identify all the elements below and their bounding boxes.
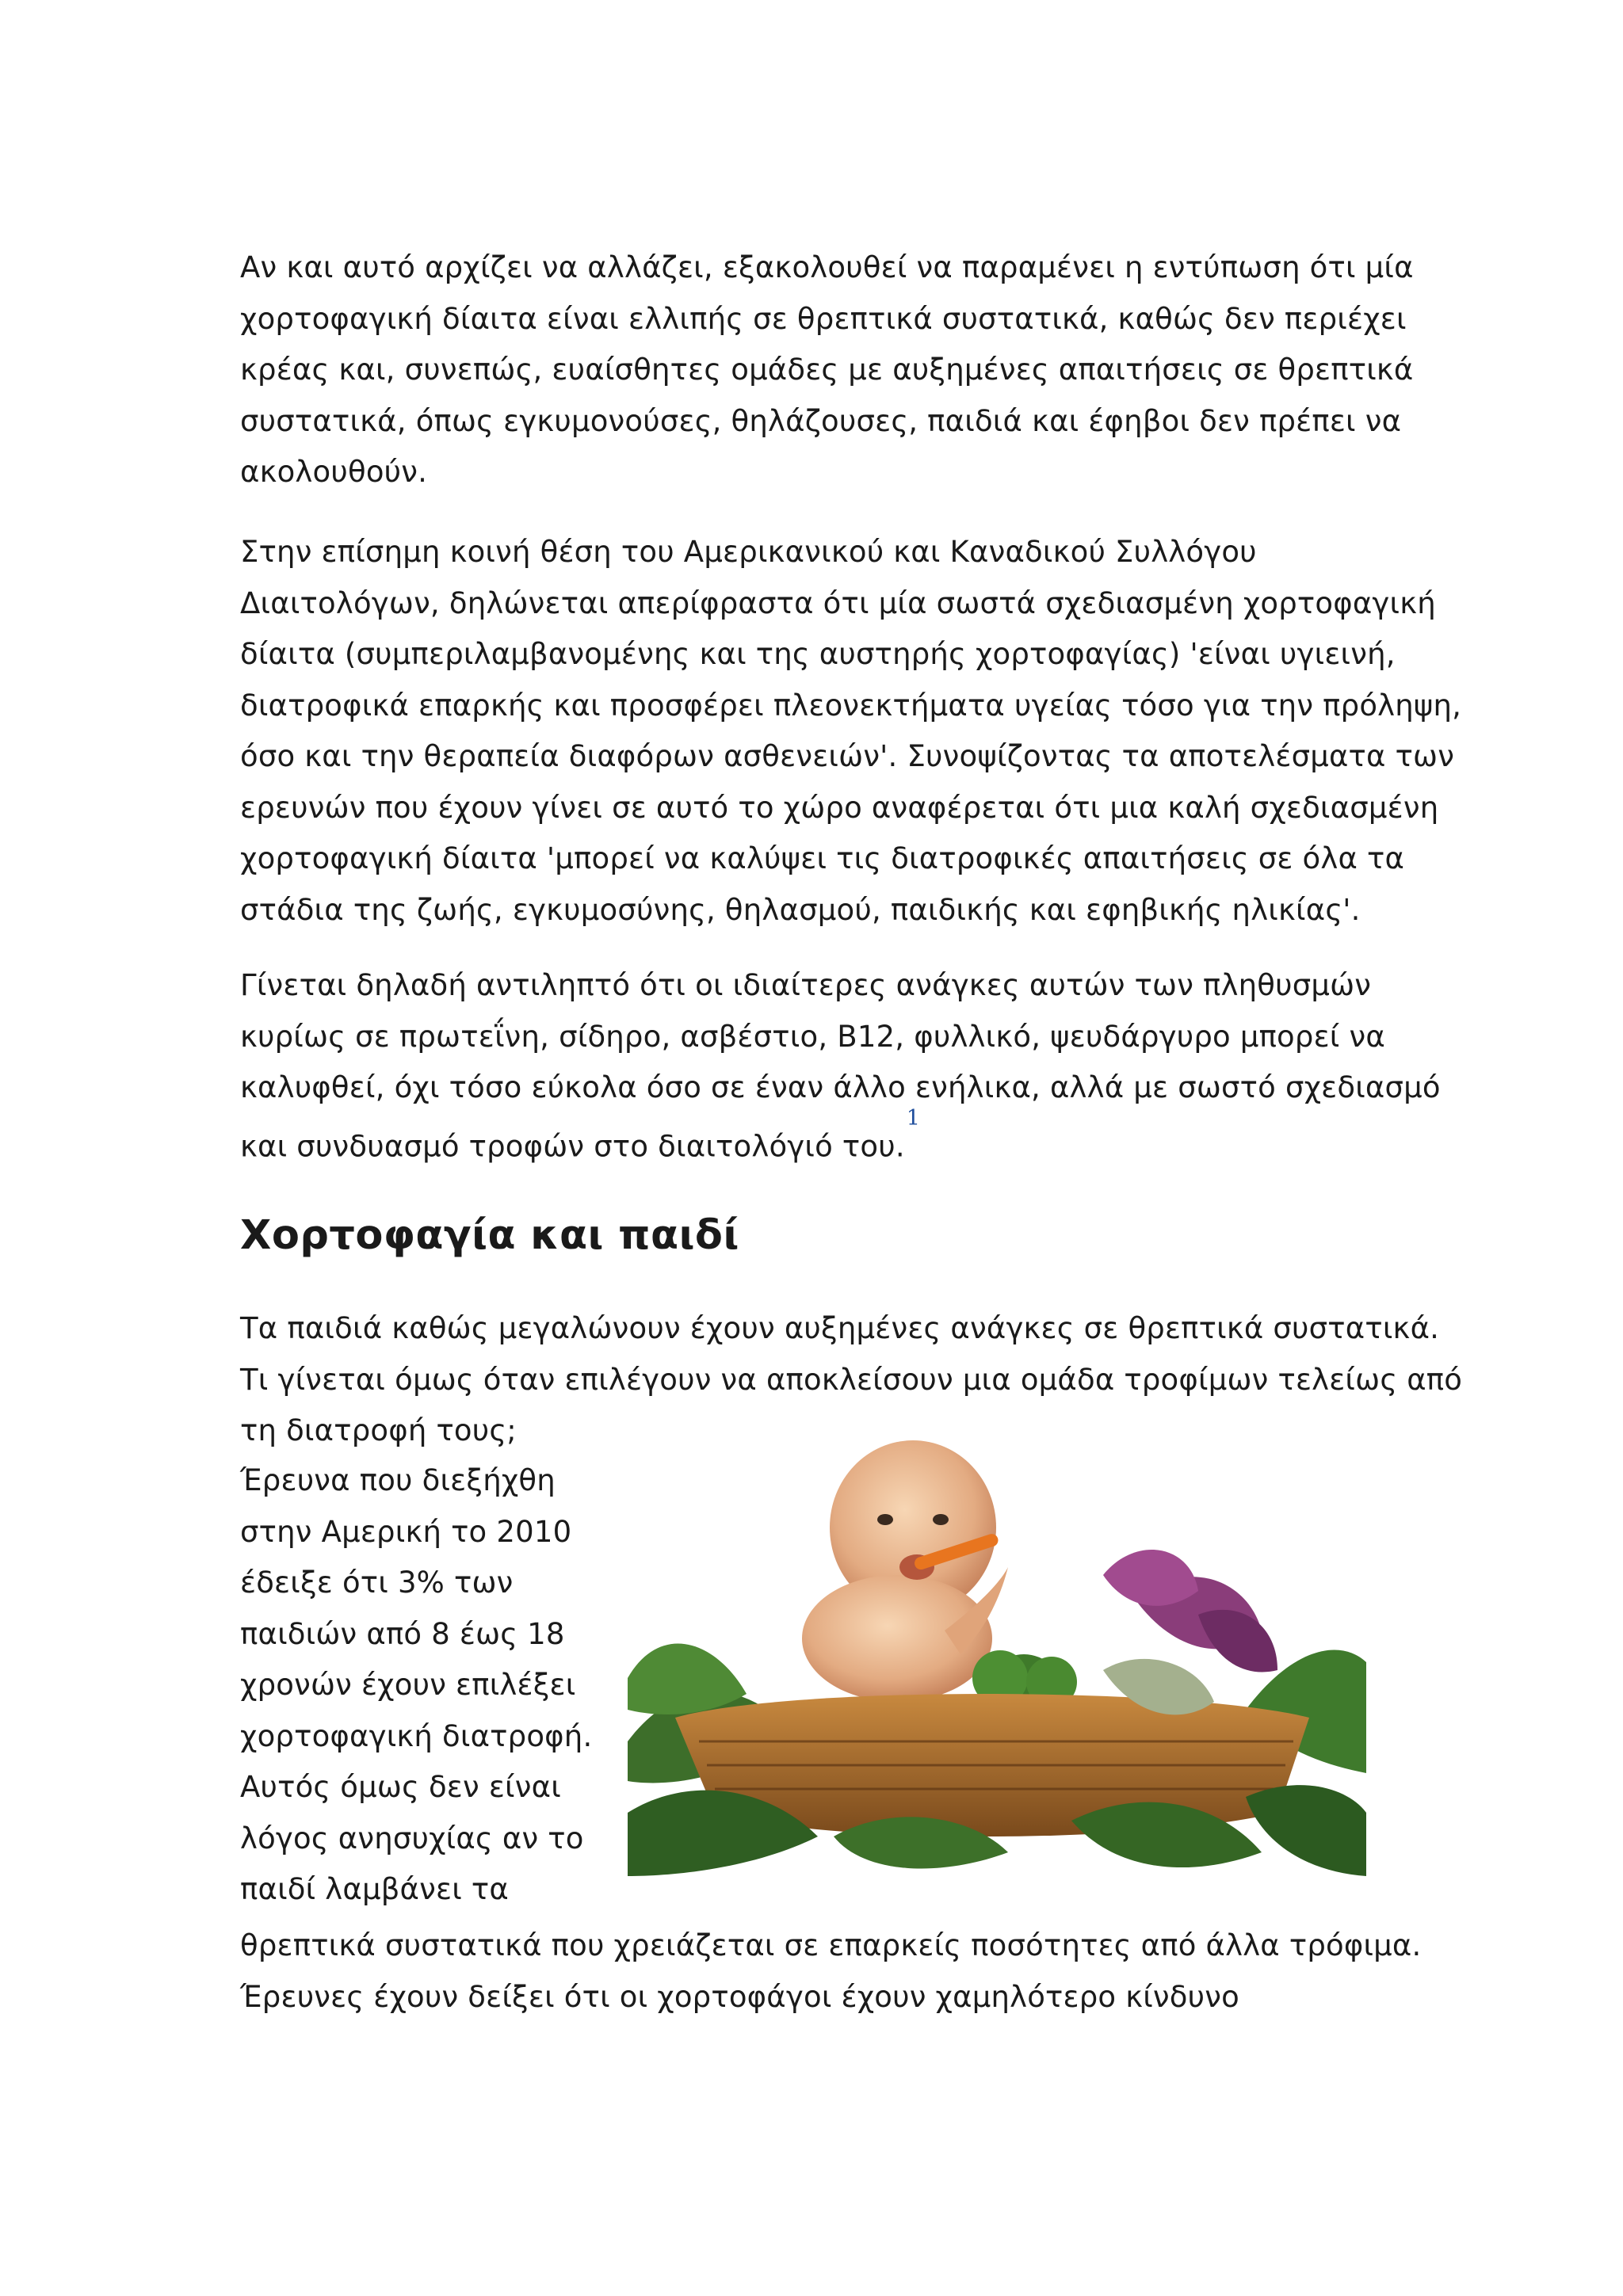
section-heading: Χορτοφαγία και παιδί [240, 1212, 739, 1259]
text-line: χρονών έχουν επιλέξει [240, 1668, 576, 1702]
text-line: ακολουθούν. [240, 455, 428, 489]
text-line: Γίνεται δηλαδή αντιληπτό ότι οι ιδιαίτερες ανάγκες αυτών των πληθυσμών [240, 968, 1372, 1002]
text-line: Έρευνα που διεξήχθη [240, 1463, 556, 1497]
paragraph-children-needs [240, 1303, 1463, 1457]
text-line: Στην επίσημη κοινή θέση του Αμερικανικού και Καναδικού Συλλόγου [240, 535, 1257, 569]
text-line: Τα παιδιά καθώς μεγαλώνουν έχουν αυξημένες ανάγκες σε θρεπτικά συστατικά. [240, 1311, 1440, 1345]
text-line: τη διατροφή τους; [240, 1413, 517, 1447]
text-line: Διαιτολόγων, δηλώνεται απερίφραστα ότι μία σωστά σχεδιασμένη χορτοφαγική [240, 585, 1436, 620]
text-line: Έρευνες έχουν δείξει ότι οι χορτοφάγοι έχουν χαμηλότερο κίνδυνο [240, 1979, 1239, 2014]
text-line: όσο και την θεραπεία διαφόρων ασθενειών'. Συνοψίζοντας τα αποτελέσματα των [240, 739, 1455, 773]
text-line-content: και συνδυασμό τροφών στο διαιτολόγιό του. [240, 1128, 905, 1163]
text-line: χορτοφαγική δίαιτα 'μπορεί να καλύψει τις διατροφικές απαιτήσεις σε όλα τα [240, 841, 1405, 875]
footnote-reference-link[interactable]: 1 [906, 1105, 921, 1131]
text-line: διατροφικά επαρκής και προσφέρει πλεονεκτήματα υγείας τόσο για την πρόληψη, [240, 688, 1462, 723]
text-line: στάδια της ζωής, εγκυμοσύνης, θηλασμού, παιδικής και εφηβικής ηλικίας'. [240, 892, 1361, 927]
text-line: Τι γίνεται όμως όταν επιλέγουν να αποκλείσουν μια ομάδα τροφίμων τελείως από [240, 1362, 1463, 1397]
text-line: Αν και αυτό αρχίζει να αλλάζει, εξακολουθεί να παραμένει η εντύπωση ότι μία [240, 250, 1414, 284]
text-line: έδειξε ότι 3% των [240, 1566, 514, 1600]
text-line: ερευνών που έχουν γίνει σε αυτό το χώρο αναφέρεται ότι μια καλή σχεδιασμένη [240, 790, 1439, 825]
paragraph-nutrients [240, 1920, 1422, 2023]
text-line: κυρίως σε πρωτεΐνη, σίδηρο, ασβέστιο, Β12, φυλλικό, ψευδάργυρο μπορεί να [240, 1019, 1385, 1054]
text-line: δίαιτα (συμπεριλαμβανομένης και της αυστηρής χορτοφαγίας) 'είναι υγιεινή, [240, 637, 1396, 671]
paragraph-needs [240, 960, 1441, 1172]
paragraph-official-position [240, 527, 1462, 936]
paragraph-research-wrapped [240, 1455, 593, 1916]
text-line [240, 1105, 1397, 1173]
text-line: παιδιών από 8 έως 18 [240, 1616, 565, 1651]
text-line: θρεπτικά συστατικά που χρειάζεται σε επαρκείς ποσότητες από άλλα τρόφιμα. [240, 1928, 1422, 1962]
text-line: καλυφθεί, όχι τόσο εύκολα όσο σε έναν άλλο ενήλικα, αλλά με σωστό σχεδιασμό [240, 1070, 1441, 1104]
paragraph-intro [240, 242, 1414, 498]
baby-vegetable-basket-image [628, 1440, 1366, 1876]
text-line: λόγος ανησυχίας αν το [240, 1821, 584, 1855]
text-line: συστατικά, όπως εγκυμονούσες, θηλάζουσες, παιδιά και έφηβοι δεν πρέπει να [240, 403, 1402, 438]
baby-vegetable-basket-illustration [628, 1440, 1366, 1876]
text-line: Αυτός όμως δεν είναι [240, 1770, 561, 1804]
text-line: χορτοφαγική διατροφή. [240, 1718, 593, 1753]
text-line: χορτοφαγική δίαιτα είναι ελλιπής σε θρεπτικά συστατικά, καθώς δεν περιέχει [240, 301, 1407, 336]
text-line: παιδί λαμβάνει τα [240, 1872, 509, 1906]
text-line: κρέας και, συνεπώς, ευαίσθητες ομάδες με αυξημένες απαιτήσεις σε θρεπτικά [240, 353, 1414, 387]
text-line: στην Αμερική το 2010 [240, 1514, 572, 1549]
